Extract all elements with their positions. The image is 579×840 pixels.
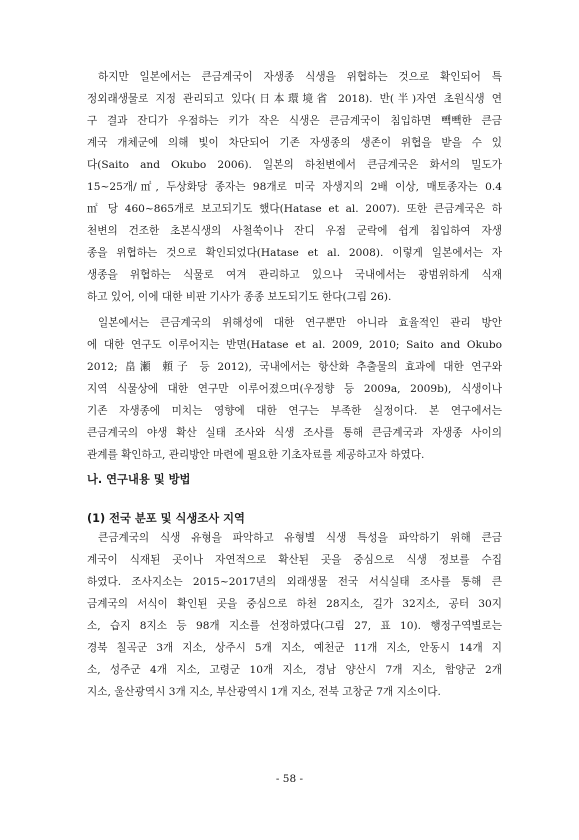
text-line: 다(Saito and Okubo 2006). 일본의 하천변에서 큰금계국은 화서의 밀도가 [87,159,502,171]
text-line: 하지만 일본에서는 큰금계국이 자생종 식생을 위협하는 것으로 확인되어 특 [98,71,502,83]
text-line: 큰금계국의 야생 확산 실태 조사와 식생 조사를 통해 큰금계국과 자생종 사이의 [87,427,502,439]
text-line: 15~25개/㎡, 두상화당 종자는 98개로 미국 자생지의 2배 이상, 매토종자는 0.4 [87,181,502,193]
text-line: 계국 개체군에 의해 빛이 차단되어 기존 자생종의 생존이 위협을 받을 수 있 [87,137,502,149]
text-line: 구 결과 잔디가 우점하는 키가 작은 식생은 큰금계국이 침입하면 빽빽한 큰금 [87,115,502,127]
text-line: 기존 자생종에 미치는 영향에 대한 연구는 부족한 실정이다. 본 연구에서는 [87,405,502,417]
text-line: 일본에서는 큰금계국의 위해성에 대한 연구뿐만 아니라 효율적인 관리 방안 [98,317,502,329]
paragraph-research-status [87,312,502,466]
text-line: 소, 성주군 4개 지소, 고령군 10개 지소, 경남 양산시 7개 지소, 함양군 2개 [87,664,502,676]
text-line: 에 대한 연구도 이루어지는 반면(Hatase et al. 2009, 2010; Saito and Okubo [87,339,502,351]
text-line: ㎡ 당 460~865개로 보고되기도 했다(Hatase et al. 2007). 또한 큰금계국은 하 [87,203,502,215]
text-line: 큰금계국의 식생 유형을 파악하고 유형별 식생 특성을 파악하기 위해 큰금 [98,532,502,544]
text-line: 소, 습지 8지소 등 98개 지소를 선정하였다(그림 27, 표 10). 행정구역별로는 [87,620,502,632]
text-line: 하였다. 조사지소는 2015~2017년의 외래생물 전국 서식실태 조사를 통해 큰 [87,576,502,588]
text-line: 생종을 위협하는 식물로 여겨 관리하고 있으나 국내에서는 광범위하게 식재 [87,269,502,281]
text-line: 금계국의 서식이 확인된 곳을 중심으로 하천 28지소, 길가 32지소, 공터 30지 [87,598,502,610]
text-line: 2012; 畠瀬 頼子 등 2012), 국내에서는 항산화 추출물의 효과에 대한 연구와 [87,361,502,373]
text-line: 지역 식물상에 대한 연구만 이루어졌으며(우정향 등 2009a, 2009b), 식생이나 [87,383,502,395]
paragraph-japan-management [87,66,502,308]
text-line: 하고 있어, 이에 대한 비판 기사가 종종 보도되기도 한다(그림 26). [87,291,392,303]
text-line: 종을 위협하는 것으로 확인되었다(Hatase et al. 2008). 이렇게 일본에서는 자 [87,247,502,259]
paragraph-survey-sites [87,527,502,703]
text-line: 계국이 식재된 곳이나 자연적으로 확산된 곳을 중심으로 식생 정보를 수집 [87,554,502,566]
text-line: 천변의 건조한 초본식생의 사철쑥이나 잔디 우점 군락에 쉽게 침입하여 자생 [87,225,502,237]
sub-heading: (1) 전국 분포 및 식생조사 지역 [87,512,245,525]
text-line: 관계를 확인하고, 관리방안 마련에 필요한 기초자료를 제공하고자 하였다. [87,449,425,461]
text-line: 경북 칠곡군 3개 지소, 상주시 5개 지소, 예천군 11개 지소, 안동시 14개 지 [87,642,502,654]
text-line: 지소, 울산광역시 3개 지소, 부산광역시 1개 지소, 전북 고창군 7개 지소이다. [87,686,441,698]
page-number: - 58 - [275,773,304,785]
text-line: 정외래생물로 지정 관리되고 있다(日本環境省 2018). 반(半)자연 초원식생 연 [87,93,502,105]
section-heading: 나. 연구내용 및 방법 [87,473,191,486]
